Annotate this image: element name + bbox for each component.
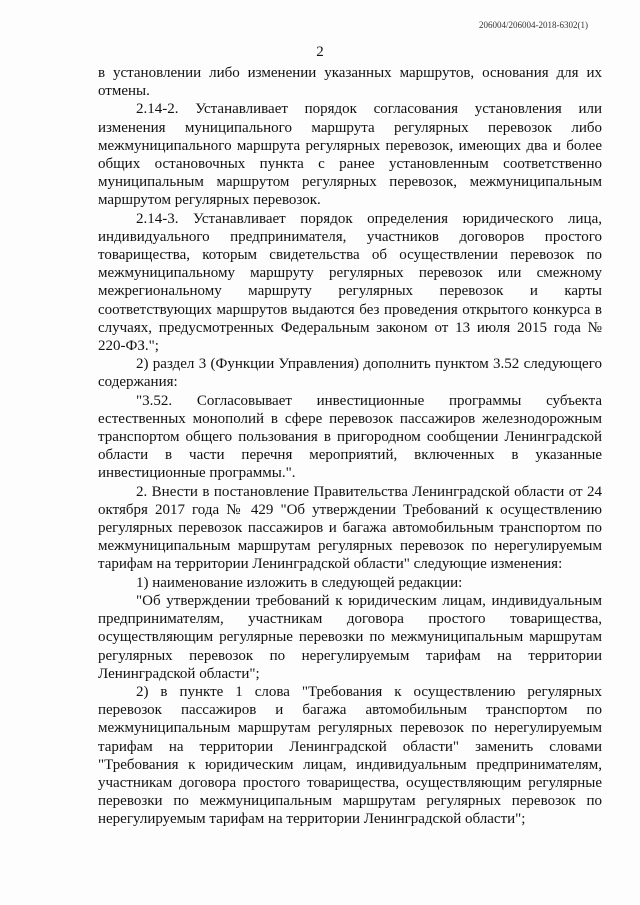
document-body — [98, 64, 602, 829]
document-id: 206004/206004-2018-6302(1) — [479, 20, 588, 30]
paragraph: 2) раздел 3 (Функции Управления) дополнить пунктом 3.52 следующего содержания: — [98, 356, 602, 391]
paragraph: 2.14-2. Устанавливает порядок согласования установления или изменения муниципального маршрута регулярных перевозок либо межмуниципального маршрута регулярных перевозок, имеющих два и более общих остановочных пункта с ранее установленным соответственно муниципальным маршрутом регулярных перевозок, межмуниципальным маршрутом регулярных перевозок. — [98, 101, 602, 209]
paragraph: 2) в пункте 1 слова "Требования к осуществлению регулярных перевозок пассажиров и багажа автомобильным транспортом по межмуниципальным маршрутам регулярных перевозок по нерегулируемым тарифам на территории Ленинградской области" заменить словами "Требования к юридическим лицам, индивидуальным предпринимателям, участникам договора простого товарищества, осуществляющим регулярные перевозки по межмуниципальным маршрутам регулярных перевозок по нерегулируемым тарифам на территории Ленинградской области"; — [98, 683, 602, 828]
paragraph: 1) наименование изложить в следующей редакции: — [136, 574, 463, 591]
paragraph: в установлении либо изменении указанных маршрутов, основания для их отмены. — [98, 65, 602, 100]
paragraph: 2. Внести в постановление Правительства Ленинградской области от 24 октября 2017 года № 429 "Об утверждении Требований к осуществлению регулярных перевозок пассажиров и багажа автомобильным транспортом по межмуниципальным маршрутам регулярных перевозок по нерегулируемым тарифам на территории Ленинградской области" следующие изменения: — [98, 483, 602, 573]
paragraph: "Об утверждении требований к юридическим лицам, индивидуальным предпринимателям, участникам договора простого товарищества, осуществляющим регулярные перевозки по межмуниципальным маршрутам регулярных перевозок по нерегулируемым тарифам на территории Ленинградской области"; — [98, 592, 602, 682]
page-number: 2 — [316, 44, 324, 60]
paragraph: 2.14-3. Устанавливает порядок определения юридического лица, индивидуального предпринимателя, участников договоров простого товарищества, которым свидетельства об осуществлении перевозок по межмуниципальному маршруту регулярных перевозок или смежному межрегиональному маршруту регулярных перевозок и карты соответствующих маршрутов выдаются без проведения открытого конкурса в случаях, предусмотренных Федеральным законом от 13 июля 2015 года № 220-ФЗ."; — [98, 210, 602, 355]
paragraph: "3.52. Согласовывает инвестиционные программы субъекта естественных монополий в сфере перевозок пассажиров железнодорожным транспортом общего пользования в пригородном сообщении Ленинградской области в части перечня мероприятий, включенных в указанные инвестиционные программы.". — [98, 392, 602, 482]
